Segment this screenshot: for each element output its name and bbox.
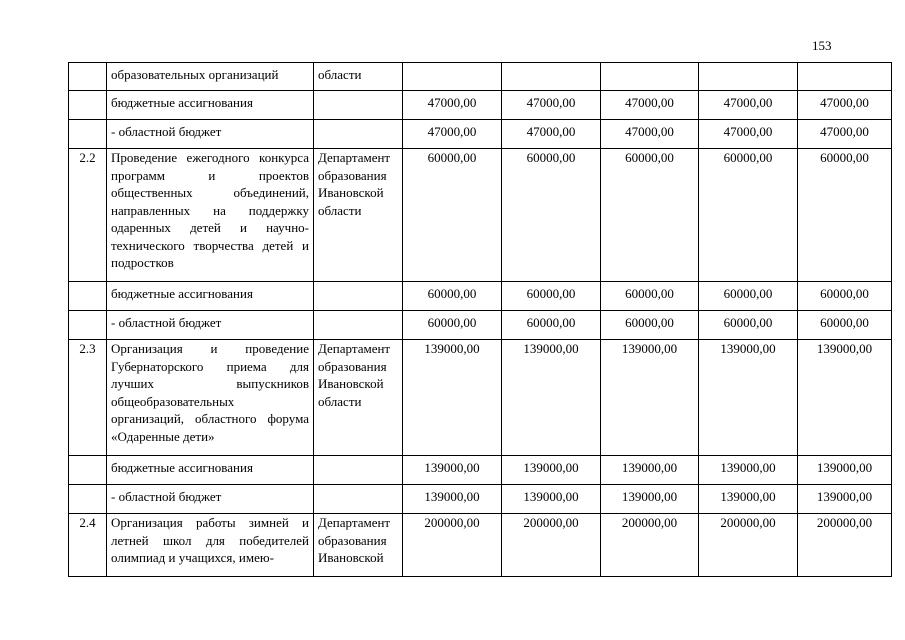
row-value: 139000,00 bbox=[601, 456, 699, 485]
row-value: 200000,00 bbox=[502, 514, 601, 577]
row-name: Проведение ежегодного конкурса программ и проектов общественных объединений, направленных на поддержку одаренных детей и научно-технического творчества детей и подростков bbox=[107, 149, 314, 282]
row-value: 60000,00 bbox=[798, 149, 892, 282]
row-value: 47000,00 bbox=[403, 120, 502, 149]
row-value: 60000,00 bbox=[403, 311, 502, 340]
row-value: 60000,00 bbox=[699, 149, 798, 282]
row-value: 200000,00 bbox=[601, 514, 699, 577]
row-value: 47000,00 bbox=[502, 91, 601, 120]
table-row bbox=[69, 120, 892, 149]
row-value: 47000,00 bbox=[601, 120, 699, 149]
row-value: 139000,00 bbox=[798, 340, 892, 456]
row-value: 60000,00 bbox=[699, 311, 798, 340]
row-value bbox=[601, 63, 699, 91]
row-value: 139000,00 bbox=[699, 340, 798, 456]
row-value: 47000,00 bbox=[502, 120, 601, 149]
row-number: 2.4 bbox=[69, 514, 107, 577]
row-value: 139000,00 bbox=[403, 485, 502, 514]
row-name: Организация работы зимней и летней школ для победителей олимпиад и учащихся, имею- bbox=[107, 514, 314, 577]
row-value: 60000,00 bbox=[601, 282, 699, 311]
table-row bbox=[69, 340, 892, 456]
row-value bbox=[798, 63, 892, 91]
table-row bbox=[69, 149, 892, 282]
row-value: 139000,00 bbox=[502, 340, 601, 456]
row-executor bbox=[314, 282, 403, 311]
row-value: 139000,00 bbox=[403, 456, 502, 485]
row-executor bbox=[314, 91, 403, 120]
page-number: 153 bbox=[812, 38, 832, 53]
row-number: 2.3 bbox=[69, 340, 107, 456]
row-executor bbox=[314, 485, 403, 514]
row-value bbox=[699, 63, 798, 91]
row-value: 60000,00 bbox=[502, 311, 601, 340]
row-value: 139000,00 bbox=[502, 485, 601, 514]
table-row bbox=[69, 311, 892, 340]
row-executor bbox=[314, 456, 403, 485]
row-number bbox=[69, 485, 107, 514]
row-value: 47000,00 bbox=[699, 120, 798, 149]
row-executor: области bbox=[314, 63, 403, 91]
row-value: 139000,00 bbox=[601, 340, 699, 456]
row-value: 60000,00 bbox=[601, 149, 699, 282]
row-value: 47000,00 bbox=[699, 91, 798, 120]
table-row bbox=[69, 91, 892, 120]
row-value: 47000,00 bbox=[798, 91, 892, 120]
row-number bbox=[69, 282, 107, 311]
row-name: - областной бюджет bbox=[107, 485, 314, 514]
row-value: 139000,00 bbox=[699, 485, 798, 514]
row-name: - областной бюджет bbox=[107, 311, 314, 340]
row-name: образовательных организаций bbox=[107, 63, 314, 91]
row-value: 60000,00 bbox=[403, 282, 502, 311]
row-value: 60000,00 bbox=[502, 149, 601, 282]
row-value: 139000,00 bbox=[601, 485, 699, 514]
row-value: 139000,00 bbox=[403, 340, 502, 456]
row-number bbox=[69, 91, 107, 120]
row-name: бюджетные ассигнования bbox=[107, 456, 314, 485]
row-value: 47000,00 bbox=[798, 120, 892, 149]
row-number bbox=[69, 63, 107, 91]
row-value: 200000,00 bbox=[699, 514, 798, 577]
table-row bbox=[69, 485, 892, 514]
budget-table bbox=[68, 62, 892, 577]
row-executor bbox=[314, 120, 403, 149]
table-row bbox=[69, 282, 892, 311]
row-value: 139000,00 bbox=[502, 456, 601, 485]
row-number bbox=[69, 311, 107, 340]
row-value: 60000,00 bbox=[502, 282, 601, 311]
row-value: 47000,00 bbox=[403, 91, 502, 120]
row-value: 60000,00 bbox=[798, 282, 892, 311]
row-name: бюджетные ассигнования bbox=[107, 91, 314, 120]
row-value bbox=[403, 63, 502, 91]
row-value: 200000,00 bbox=[798, 514, 892, 577]
row-value: 139000,00 bbox=[798, 485, 892, 514]
row-value: 60000,00 bbox=[798, 311, 892, 340]
row-executor: Департамент образования Ивановской области bbox=[314, 149, 403, 282]
row-number bbox=[69, 120, 107, 149]
row-executor bbox=[314, 311, 403, 340]
row-name: Организация и проведение Губернаторского приема для лучших выпускников общеобразовательных организаций, областного форума «Одаренные дети» bbox=[107, 340, 314, 456]
table-row bbox=[69, 456, 892, 485]
row-value: 139000,00 bbox=[798, 456, 892, 485]
row-value: 200000,00 bbox=[403, 514, 502, 577]
table-row bbox=[69, 63, 892, 91]
row-value bbox=[502, 63, 601, 91]
row-executor: Департамент образования Ивановской области bbox=[314, 340, 403, 456]
row-number: 2.2 bbox=[69, 149, 107, 282]
row-name: бюджетные ассигнования bbox=[107, 282, 314, 311]
row-value: 47000,00 bbox=[601, 91, 699, 120]
row-number bbox=[69, 456, 107, 485]
row-executor: Департамент образования Ивановской bbox=[314, 514, 403, 577]
row-value: 60000,00 bbox=[699, 282, 798, 311]
row-value: 60000,00 bbox=[601, 311, 699, 340]
row-value: 139000,00 bbox=[699, 456, 798, 485]
table-row bbox=[69, 514, 892, 577]
row-name: - областной бюджет bbox=[107, 120, 314, 149]
row-value: 60000,00 bbox=[403, 149, 502, 282]
